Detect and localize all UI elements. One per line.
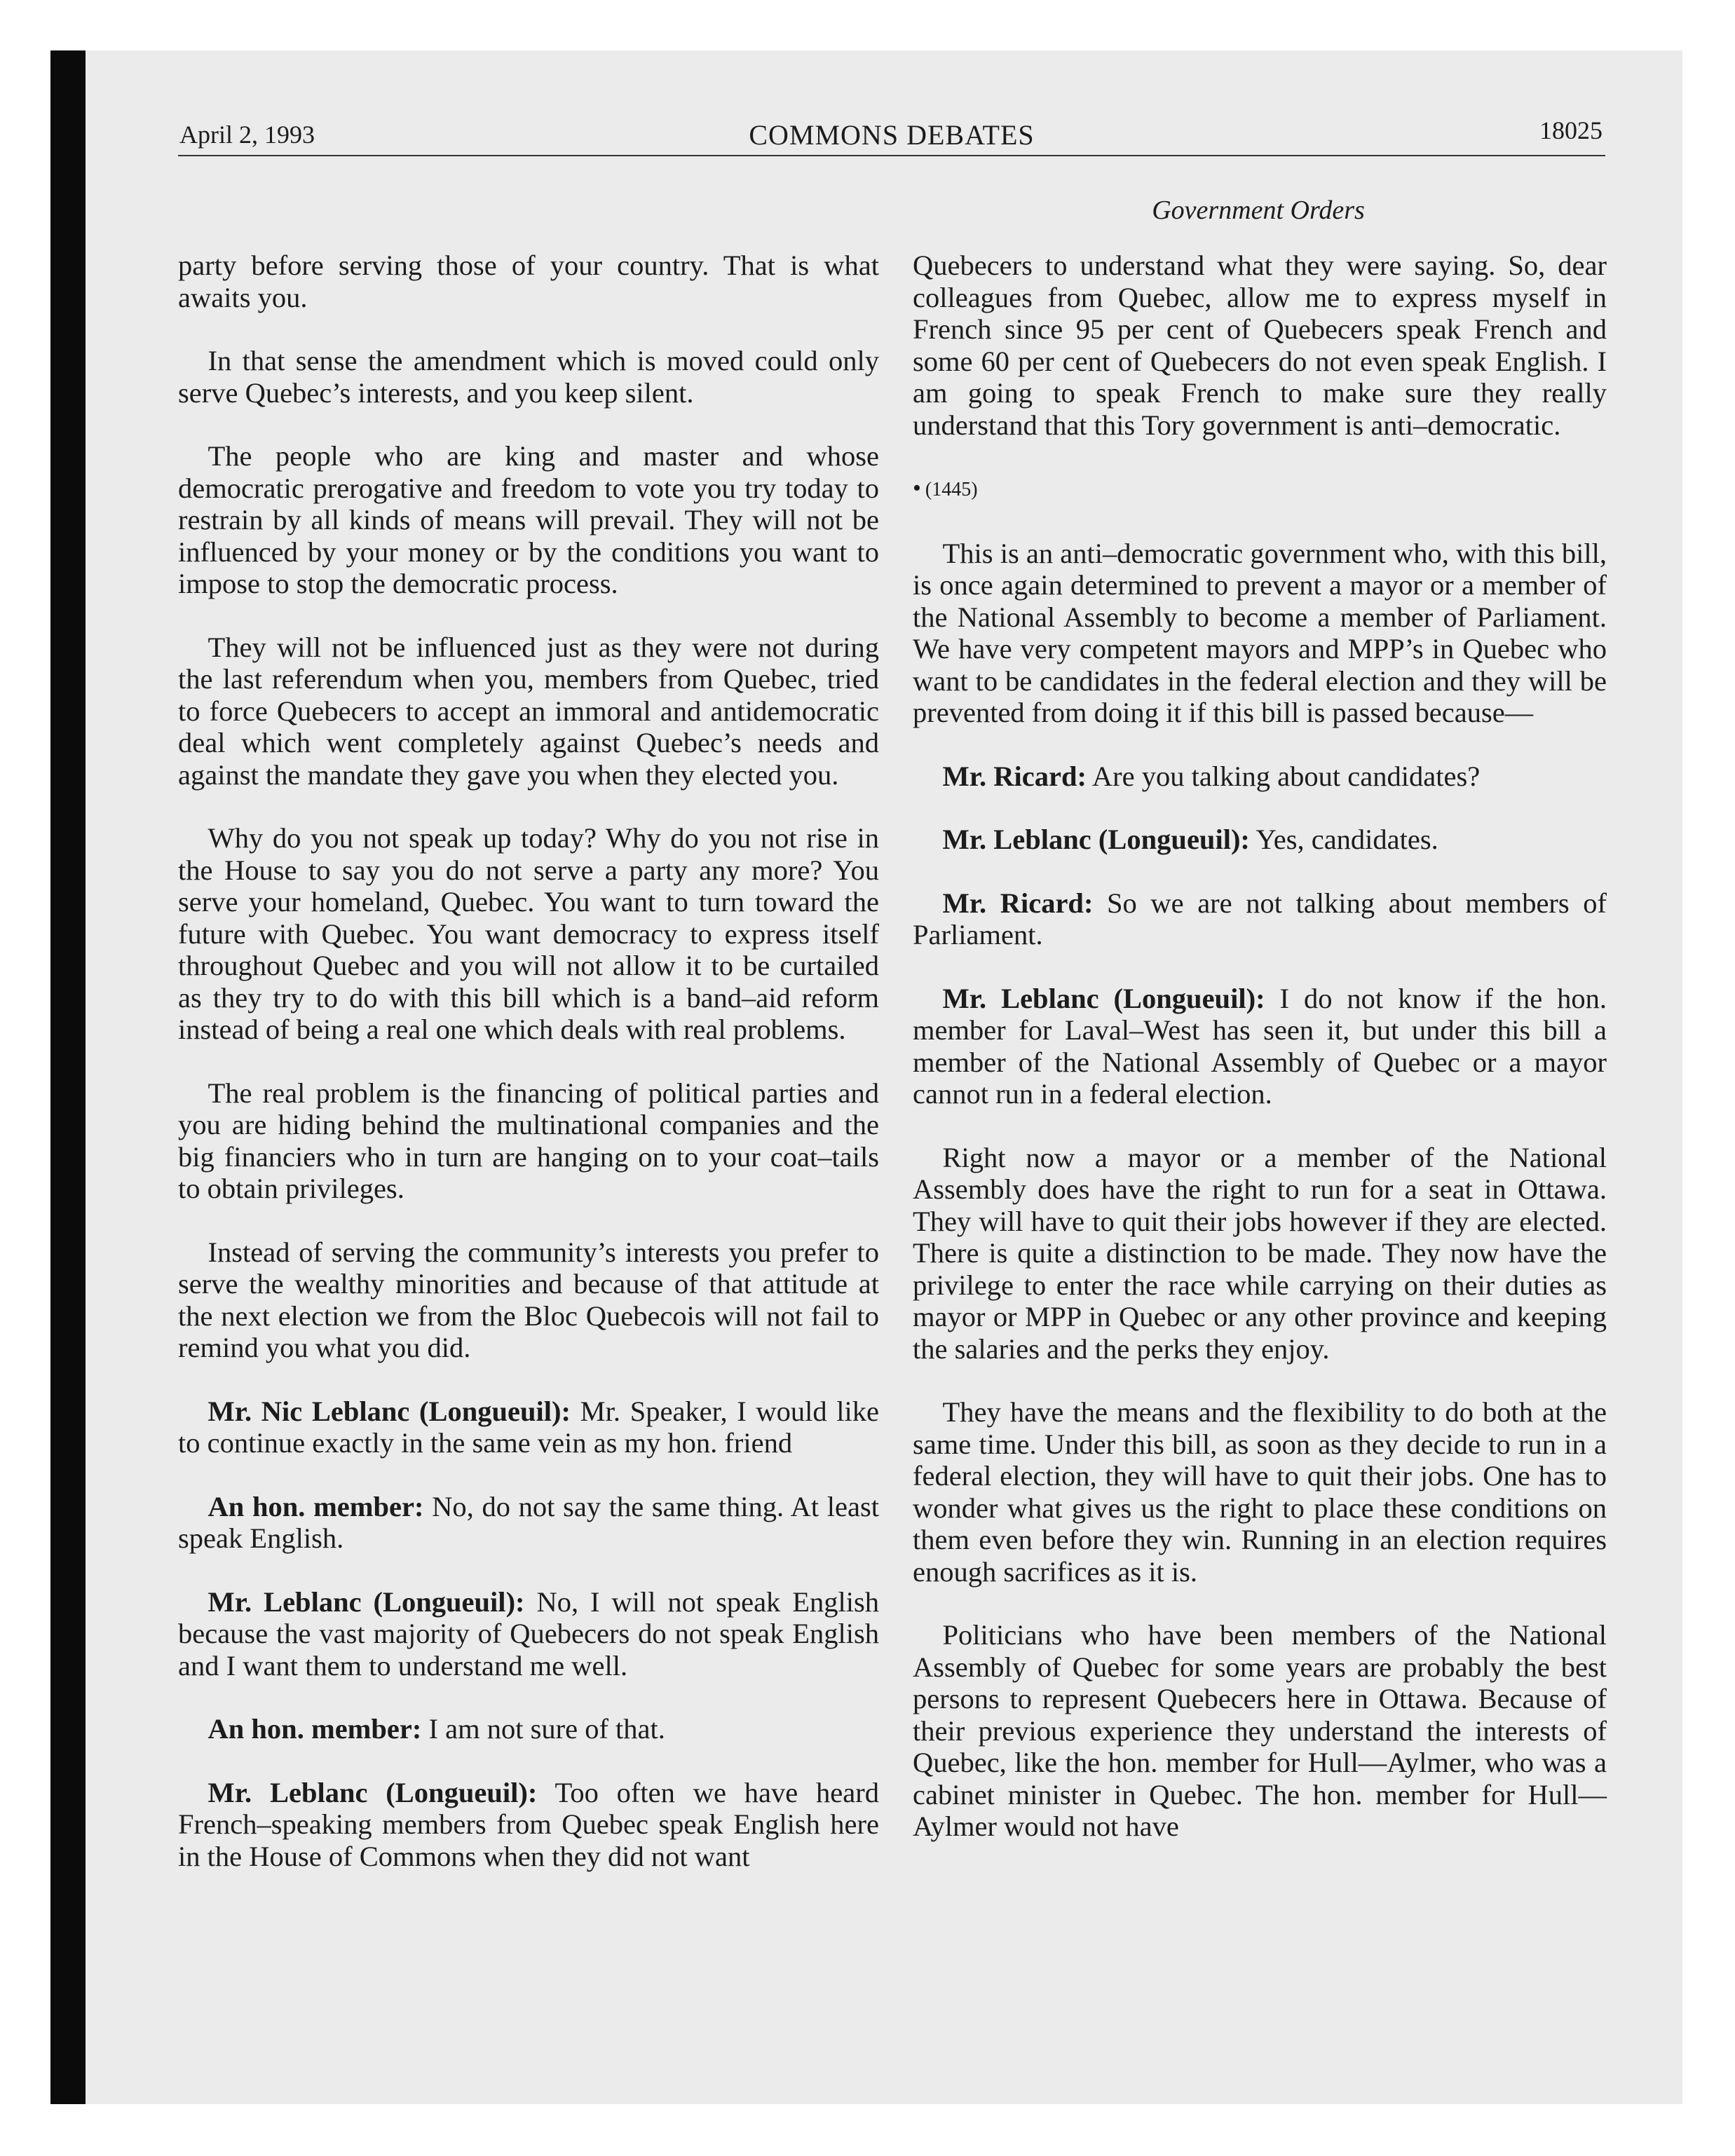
paragraph: They have the means and the flexibility to do both at the same time. Under this bill, as soon as they decide to run in a federal election, they will have to quit their jobs. One has to wonder what gives us the right to place these conditions on them even before they win. Running in an election requires enough sacrifices as it is. [913, 1396, 1607, 1588]
time-marker [913, 472, 1607, 506]
speech [913, 983, 1607, 1110]
speaker-name: Mr. Ricard: [942, 760, 1087, 792]
speech-text: So we are not talking about members of Parliament. [913, 887, 1607, 950]
bullet-icon: • [913, 475, 921, 501]
speech-text: No, I will not speak English because the vast majority of Quebecers do not speak English and I want them to understand me well. [178, 1585, 879, 1681]
speech [178, 1586, 879, 1682]
speech-text: No, do not say the same thing. At least speak English. [178, 1490, 880, 1554]
paragraph: They will not be influenced just as they were not during the last referendum when you, members from Quebec, tried to force Quebecers to accept an immoral and antidemocratic deal which went completely against Quebec’s needs and against the mandate they gave you when they elected you. [178, 631, 879, 791]
speaker-name: Mr. Leblanc (Longueuil): [942, 824, 1250, 855]
speech [178, 1777, 879, 1873]
speech-text: Too often we have heard French–speaking members from Quebec speak English here in the House of Commons when they did not want [178, 1776, 879, 1872]
speaker-name: Mr. Leblanc (Longueuil): [942, 982, 1265, 1014]
speech-text: I do not know if the hon. member for Laval–West has seen it, but under this bill a member of the National Assembly of Quebec or a mayor cannot run in a federal election. [913, 982, 1607, 1110]
paragraph: The people who are king and master and whose democratic prerogative and freedom to vote you try today to restrain by all kinds of means will prevail. They will not be influenced by your money or by the conditions you want to impose to stop the democratic process. [178, 440, 879, 599]
speech [913, 887, 1607, 951]
paragraph: Instead of serving the community’s interests you prefer to serve the wealthy minorities and because of that attitude at the next election we from the Bloc Quebecois will not fail to remind you what you did. [178, 1236, 879, 1363]
speech-text: Are you talking about candidates? [1091, 760, 1481, 792]
speaker-name: Mr. Leblanc (Longueuil): [207, 1776, 538, 1808]
paragraph: party before serving those of your country. That is what awaits you. [178, 250, 879, 313]
time-marker-text: (1445) [925, 479, 978, 500]
section-heading: Government Orders [1152, 196, 1365, 225]
page-number: 18025 [1539, 116, 1603, 144]
paragraph: The real problem is the financing of political parties and you are hiding behind the multinational companies and the big financiers who in turn are hanging on to your coat–tails to obtain privileges. [178, 1077, 879, 1204]
speech [178, 1713, 879, 1745]
page-header [178, 116, 1605, 156]
paragraph: Quebecers to understand what they were saying. So, dear colleagues from Quebec, allow me to express myself in French since 95 per cent of Quebecers speak French and some 60 per cent of Quebecers do not even speak English. I am going to speak French to make sure they really understand that this Tory government is anti–democratic. [913, 250, 1607, 441]
speaker-name: An hon. member: [207, 1713, 422, 1745]
paragraph: Right now a mayor or a member of the National Assembly does have the right to run for a seat in Ottawa. They will have to quit their jobs however if they are elected. There is quite a distinction to be made. They now have the privilege to enter the race while carrying on their duties as mayor or MPP in Quebec or any other province and keeping the salaries and the perks they enjoy. [913, 1141, 1607, 1365]
speaker-name: Mr. Leblanc (Longueuil): [207, 1585, 525, 1618]
speech [913, 824, 1607, 856]
paragraph: In that sense the amendment which is moved could only serve Quebec’s interests, and you keep silent. [178, 345, 879, 409]
speech [178, 1396, 879, 1459]
paragraph: Politicians who have been members of the National Assembly of Quebec for some years are probably the best persons to represent Quebecers here in Ottawa. Because of their previous experience they understand the interests of Quebec, like the hon. member for Hull—Aylmer, who was a cabinet minister in Quebec. The hon. member for Hull—Aylmer would not have [913, 1619, 1607, 1842]
paragraph: This is an anti–democratic government who, with this bill, is once again determined to prevent a mayor or a member of the National Assembly to become a member of Parliament. We have very competent mayors and MPP’s in Quebec who want to be candidates in the federal election and they will be prevented from doing it if this bill is passed because— [913, 537, 1607, 728]
header-date: April 2, 1993 [179, 121, 315, 149]
speaker-name: Mr. Ricard: [942, 887, 1094, 919]
speech-text: Mr. Speaker, I would like to continue exactly in the same vein as my hon. friend [178, 1395, 879, 1459]
right-column [913, 250, 1607, 1874]
speech-text: Yes, candidates. [1256, 824, 1438, 855]
speech-text: I am not sure of that. [428, 1713, 665, 1745]
speaker-name: Mr. Nic Leblanc (Longueuil): [207, 1395, 571, 1427]
speech [913, 760, 1607, 793]
binding-edge [50, 50, 86, 2104]
speaker-name: An hon. member: [207, 1490, 424, 1522]
header-title: COMMONS DEBATES [749, 119, 1035, 151]
speech [178, 1491, 879, 1555]
paragraph: Why do you not speak up today? Why do you not rise in the House to say you do not serve a party any more? You serve your homeland, Quebec. You want to turn toward the future with Quebec. You want democracy to express itself throughout Quebec and you will not allow it to be curtailed as they try to do with this bill which is a band–aid reform instead of being a real one which deals with real problems. [178, 822, 879, 1045]
left-column [178, 250, 879, 1904]
